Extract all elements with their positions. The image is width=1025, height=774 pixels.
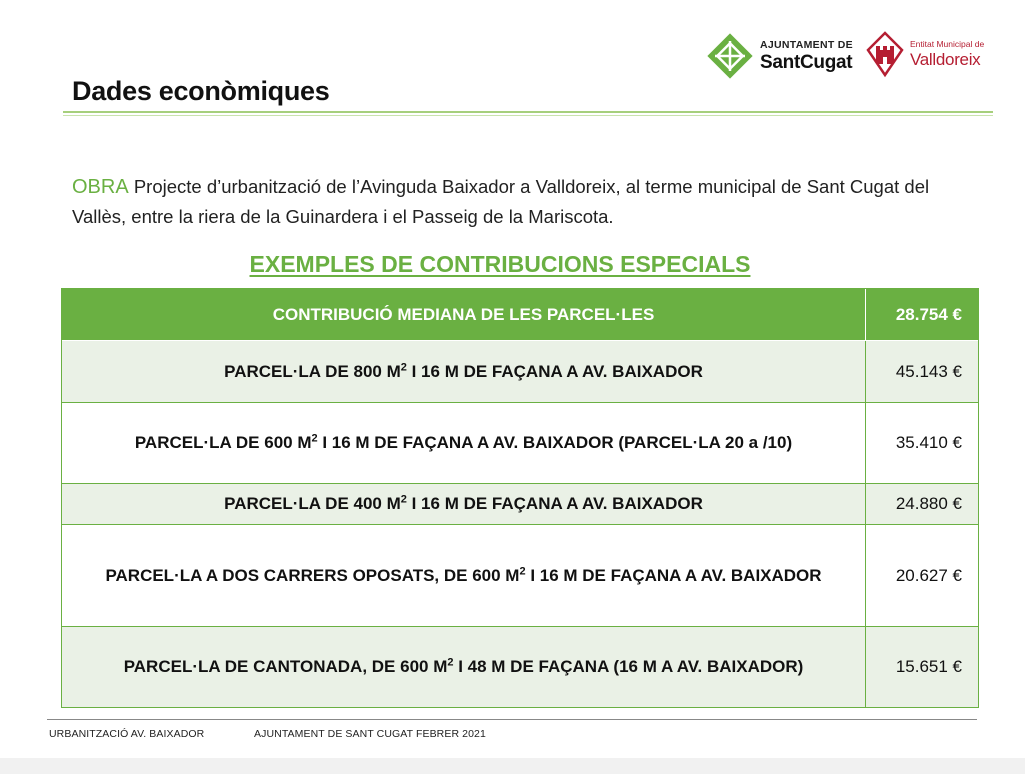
row-label-text: I 16 M DE FAÇANA A AV. BAIXADOR (PARCEL·LA 20 a /10) <box>317 433 793 452</box>
footer-project: URBANITZACIÓ AV. BAIXADOR <box>49 728 205 740</box>
intro-paragraph <box>72 172 952 232</box>
valldoreix-logo-line1: Entitat Municipal de <box>910 39 985 50</box>
row-label-text: PARCEL·LA DE 400 M <box>224 494 401 513</box>
row-label-text: PARCEL·LA A DOS CARRERS OPOSATS, DE 600 M <box>105 565 520 585</box>
row-label-sup: 2 <box>519 564 526 577</box>
table-row <box>62 525 979 627</box>
contributions-table <box>61 288 979 708</box>
section-title: EXEMPLES DE CONTRIBUCIONS ESPECIALS <box>249 251 751 277</box>
santcugat-emblem-icon <box>706 32 754 80</box>
row-label-sup: 2 <box>400 360 407 373</box>
row-value-cell: 35.410 € <box>866 403 979 484</box>
santcugat-logo <box>706 32 853 80</box>
santcugat-logo-line1: AJUNTAMENT DE <box>760 39 853 52</box>
intro-text: Projecte d’urbanització de l’Avinguda Baixador a Valldoreix, al terme municipal de Sant Cugat del Vallès, entre la riera de la Guinardera i el Passeig de la Mariscota. <box>72 176 930 227</box>
row-value-cell: 24.880 € <box>866 484 979 525</box>
row-label-sup: 2 <box>311 432 318 445</box>
row-label-cell <box>62 627 866 708</box>
row-label-text: I 16 M DE FAÇANA A AV. BAIXADOR <box>406 494 703 513</box>
footer-divider <box>47 719 977 720</box>
row-label-text: I 16 M DE FAÇANA A AV. BAIXADOR <box>525 565 822 585</box>
valldoreix-logo-line2: Valldoreix <box>910 49 981 69</box>
row-label-text: PARCEL·LA DE 800 M <box>224 361 401 381</box>
table-row <box>62 341 979 403</box>
bottom-strip <box>0 758 1025 774</box>
valldoreix-logo <box>864 30 984 78</box>
header-label-cell: CONTRIBUCIÓ MEDIANA DE LES PARCEL·LES <box>62 289 866 341</box>
page-title: Dades econòmiques <box>72 76 330 106</box>
row-label-text: PARCEL·LA DE 600 M <box>134 433 312 452</box>
table-header-row <box>62 289 979 341</box>
table-row <box>62 484 979 525</box>
intro-label: OBRA <box>72 176 129 198</box>
valldoreix-shield-icon <box>864 30 906 78</box>
row-label-text: PARCEL·LA DE CANTONADA, DE 600 M <box>123 657 448 676</box>
title-divider-thin <box>63 115 993 116</box>
row-label-sup: 2 <box>400 493 407 506</box>
table-row <box>62 403 979 484</box>
row-value-cell: 45.143 € <box>866 341 979 403</box>
row-label-cell <box>62 341 866 403</box>
table-row <box>62 627 979 708</box>
header-value-cell: 28.754 € <box>866 289 979 341</box>
row-label-sup: 2 <box>447 656 454 669</box>
row-label-text: I 48 M DE FAÇANA (16 M A AV. BAIXADOR) <box>453 657 804 676</box>
row-label-cell <box>62 403 866 484</box>
title-divider <box>63 111 993 113</box>
row-value-cell: 20.627 € <box>866 525 979 627</box>
row-label-cell <box>62 484 866 525</box>
row-label-text: I 16 M DE FAÇANA A AV. BAIXADOR <box>406 361 703 381</box>
santcugat-logo-line2: SantCugat <box>760 51 853 73</box>
row-label-cell <box>62 525 866 627</box>
footer-organization-date: AJUNTAMENT DE SANT CUGAT FEBRER 2021 <box>254 728 486 740</box>
row-value-cell: 15.651 € <box>866 627 979 708</box>
